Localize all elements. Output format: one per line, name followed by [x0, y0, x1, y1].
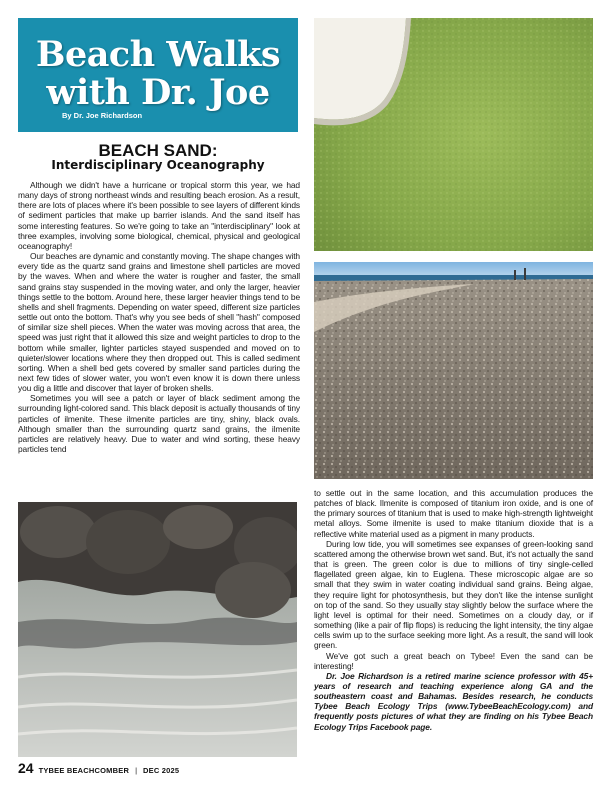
right-column-text: [314, 488, 593, 732]
column-header-box: [18, 18, 298, 132]
publication-name: TYBEE BEACHCOMBER: [38, 766, 130, 775]
byline: By Dr. Joe Richardson: [62, 111, 143, 120]
left-column-text: [18, 180, 300, 454]
column-title-line-2: with Dr. Joe: [46, 72, 270, 113]
paragraph: Although we didn't have a hurricane or tropical storm this year, we had many days of strong northeast winds and resulting beach erosion. As a result, there are lots of places where it's been possible to see layers of different kinds of sediment particles that make up barrier islands. And the sand itself has some interesting features. So we're going to take an "interdisciplinary" look at three examples, involving some biological, chemical, physical and geological oceanography!: [18, 180, 300, 251]
green-algae-sand-photo: [314, 18, 593, 251]
paragraph: Our beaches are dynamic and constantly moving. The shape changes with every tide as the quartz sand grains and limestone shell particles are moved by the waves. When and where the water is rougher and faster, the small sand grains stay suspended in the moving water, and only the larger, heavier things settle to the bottom. Around here, these larger heavier things tend to be shells and shell fragments. Depending on water speed, different size particles settle out onto the bottom. That's why you see beds of shell "hash" composed of similar size shell pieces. When the water was moving across that area, the speed was just right that it allowed this size and weight particles to drop to the bottom while smaller, lighter particles stayed suspended and moved on to quieter/slower locations where they then dropped out. This is called sediment sorting. When a shell bed gets covered by smaller sand particles during the next few tides of slower water, you won't even know it is down there unless you dig a little and discover that layer of broken shells.: [18, 251, 300, 394]
shell-hash-beach-photo: [314, 262, 593, 479]
author-bio: Dr. Joe Richardson is a retired marine science professor with 45+ years of research and teaching experience along GA and the southeastern coast and Bahamas. Besides research, he conducts Tybee Beach Ecology Trips (www.TybeeBeachEcology.com) and frequently posts pictures of what they are finding on his Tybee Beach Ecology Trips Facebook page.: [314, 670, 593, 732]
page-number: 24: [18, 760, 34, 776]
paragraph: Sometimes you will see a patch or layer of black sediment among the surrounding light-colored sand. This black deposit is actually thousands of tiny particles of ilmenite. These ilmenite particles are tiny, shiny, black ovals. Although smaller than the surrounding quartz sand grains, the ilmenite particles are relatively heavy. Due to water and wind sorting, these heavy particles tend: [18, 393, 300, 455]
page-footer: [18, 760, 179, 776]
column-title: [18, 36, 298, 112]
footer-separator: |: [135, 766, 138, 775]
paragraph: We've got such a great beach on Tybee! Even the sand can be interesting!: [314, 650, 593, 671]
article-subtitle: Interdisciplinary Oceanography: [51, 158, 265, 172]
rocks-black-sand-photo: [18, 502, 297, 757]
article-title: BEACH SAND:: [98, 141, 218, 160]
column-title-line-1: Beach Walks: [35, 34, 281, 75]
paragraph: During low tide, you will sometimes see expanses of green-looking sand scattered among the otherwise brown wet sand. But, it's not actually the sand that is green. The green color is due to millions of tiny single-celled flagellated green algae, kin to Euglena. These microscopic algae are so small that they swim in water coating individual sand grains. Being algae, they require light for photosynthesis, but they don't like the intense sunlight on top of the sand. So they usually stay slightly below the surface where the light level is optimal for their need. Sometimes on a cloudy day, or if something (like a pair of flip flops) is reducing the light intensity, the tiny algae cells swim up to the surface seeking more light. As a result, the sand will look green.: [314, 538, 593, 651]
paragraph: to settle out in the same location, and this accumulation produces the patches of black. Ilmenite is composed of titanium iron oxide, and is one of the primary sources of titanium that is used to make high-strength lightweight metal alloys. Some ilmenite is used to make titanium dioxide that is a reflective white material used as a pigment in many products.: [314, 488, 593, 539]
issue-date: DEC 2025: [143, 766, 180, 775]
